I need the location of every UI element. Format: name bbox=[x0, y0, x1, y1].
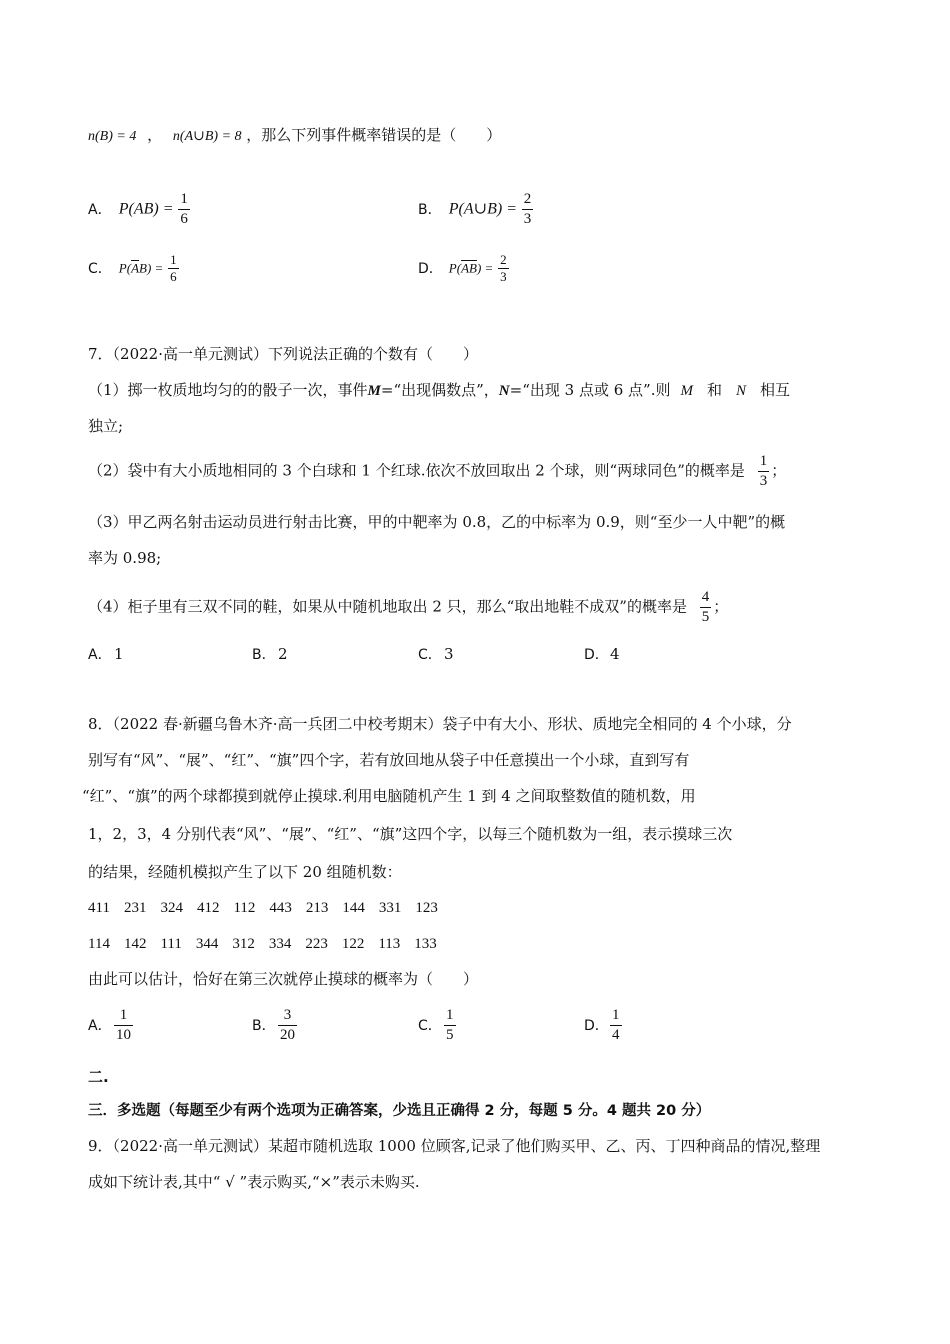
q8-line-3: “红”、“旗”的两个球都摸到就停止摸球.利用电脑随机产生 1 到 4 之间取整数值的随机数，用 bbox=[82, 787, 696, 805]
option-label: D． bbox=[418, 260, 443, 277]
fraction: $\frac{1}{6}$ bbox=[180, 191, 188, 227]
q8-random-row-1: 411 231 324 412 112 443 213 144 331 123 bbox=[88, 900, 438, 916]
option-expr: $P(\overline{AB})$ = bbox=[448, 260, 494, 276]
section-3-heading: 三．多选题（每题至少有两个选项为正确答案，少选且正确得 2 分，每题 5 分。4 题共 20 分） bbox=[88, 1103, 711, 1119]
q6-option-b[interactable] bbox=[418, 190, 533, 229]
q7-statement-2: （2）袋中有大小质地相同的 3 个白球和 1 个红球.依次不放回取出 2 个球，则“两球同色”的概率是 $\frac{1}{3}$ ； bbox=[88, 453, 787, 489]
fraction: $\frac{1}{5}$ bbox=[446, 1007, 454, 1043]
q7-statement-1-cont: 独立; bbox=[88, 417, 124, 435]
option-label: C． bbox=[88, 260, 112, 277]
q8-question: 由此可以估计，恰好在第三次就停止摸球的概率为（ ） bbox=[88, 970, 479, 988]
q6-stem bbox=[88, 125, 501, 147]
q9-line-2: 成如下统计表,其中“ √ ”表示购买,“×”表示未购买. bbox=[88, 1173, 420, 1191]
q9-line-1: 9．（2022·高一单元测试）某超市随机选取 1000 位顾客,记录了他们购买甲、乙、丙、丁四种商品的情况,整理 bbox=[88, 1137, 821, 1155]
q6-option-c[interactable] bbox=[88, 252, 179, 285]
fraction: $\frac{1}{10}$ bbox=[116, 1007, 131, 1043]
section-2-heading: 二. bbox=[88, 1068, 109, 1086]
q8-option-a[interactable]: A． $\frac{1}{10}$ bbox=[88, 1007, 131, 1043]
q6-nB: n(B) = 4 bbox=[88, 129, 137, 144]
q6-option-a[interactable] bbox=[88, 190, 190, 229]
q7-option-b[interactable]: B． 2 bbox=[252, 645, 288, 663]
q7-option-a[interactable]: A． 1 bbox=[88, 645, 124, 663]
option-expr: P(AB) = bbox=[118, 200, 174, 218]
q8-line-1: 8．（2022 春·新疆乌鲁木齐·高一兵团二中校考期末）袋子中有大小、形状、质地完全相同的 4 个小球，分 bbox=[88, 715, 792, 733]
fraction: $\frac{3}{20}$ bbox=[280, 1007, 295, 1043]
fraction: $\frac{2}{3}$ bbox=[523, 191, 532, 227]
fraction: $\frac{2}{3}$ bbox=[500, 252, 507, 284]
option-label: B． bbox=[418, 201, 442, 218]
q8-line-4: 1，2，3，4 分别代表“风”、“展”、“红”、“旗”这四个字，以每三个随机数为一组，表示摸球三次 bbox=[88, 825, 733, 843]
q7-statement-1: （1）掷一枚质地均匀的的骰子一次，事件M=“出现偶数点”，N=“出现 3 点或 6 点”.则 M 和 N 相互 bbox=[88, 381, 791, 399]
q6-sep: ， bbox=[147, 126, 163, 144]
q7-statement-3-cont: 率为 0.98; bbox=[88, 549, 162, 567]
option-expr: $P(\overline{A}B)$ = bbox=[118, 260, 164, 276]
q8-option-d[interactable]: D． $\frac{1}{4}$ bbox=[584, 1007, 620, 1043]
fraction: $\frac{4}{5}$ bbox=[701, 589, 710, 625]
q8-option-b[interactable]: B． $\frac{3}{20}$ bbox=[252, 1007, 295, 1043]
q8-line-2: 别写有“风”、“展”、“红”、“旗”四个字，若有放回地从袋子中任意摸出一个小球，直到写有 bbox=[88, 751, 690, 769]
q6-question: ，那么下列事件概率错误的是（ ） bbox=[246, 126, 502, 144]
q7-option-d[interactable]: D．4 bbox=[584, 645, 620, 663]
option-label: A． bbox=[88, 201, 112, 218]
option-expr: P(A∪B) = bbox=[448, 200, 517, 218]
fraction: $\frac{1}{3}$ bbox=[759, 453, 768, 489]
q7-title: 7．（2022·高一单元测试）下列说法正确的个数有（ ） bbox=[88, 345, 478, 363]
q7-statement-4: （4）柜子里有三双不同的鞋，如果从中随机地取出 2 只，那么“取出地鞋不成双”的概率是 $\frac{4}{5}$ ； bbox=[88, 589, 729, 625]
q7-statement-3: （3）甲乙两名射击运动员进行射击比赛，甲的中靶率为 0.8，乙的中标率为 0.9，则“至少一人中靶”的概 bbox=[88, 513, 786, 531]
q6-option-d[interactable] bbox=[418, 252, 509, 285]
q8-option-c[interactable]: C． $\frac{1}{5}$ bbox=[418, 1007, 454, 1043]
q7-option-c[interactable]: C． 3 bbox=[418, 645, 454, 663]
q8-random-row-2: 114 142 111 344 312 334 223 122 113 133 bbox=[88, 936, 437, 952]
q6-nAuB: n(A∪B) = 8 bbox=[172, 129, 242, 144]
fraction: $\frac{1}{4}$ bbox=[612, 1007, 620, 1043]
q8-line-5: 的结果，经随机模拟产生了以下 20 组随机数： bbox=[88, 863, 402, 881]
fraction: $\frac{1}{6}$ bbox=[170, 252, 177, 284]
